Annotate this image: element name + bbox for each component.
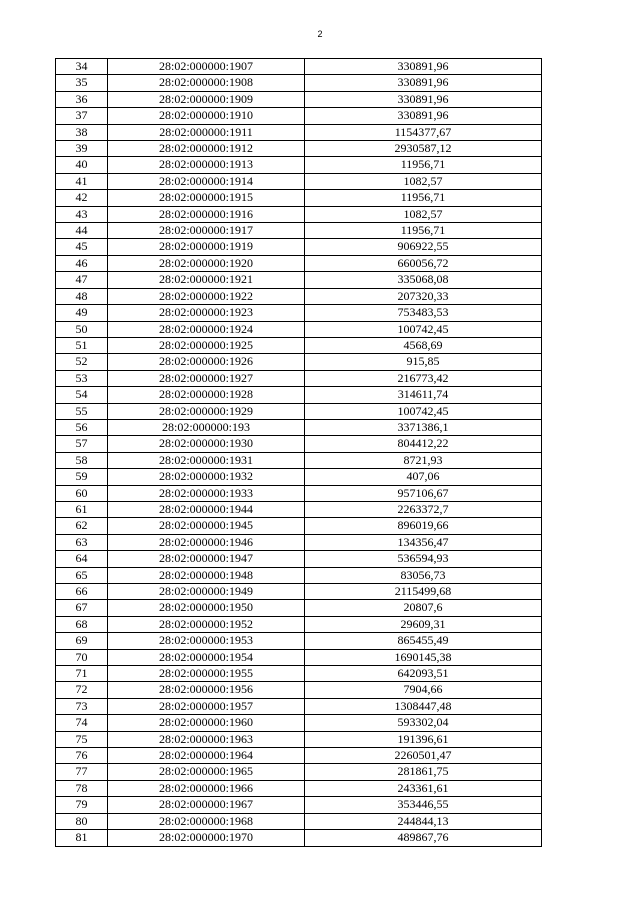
cadastral-number-cell: 28:02:000000:1931 [108,452,305,468]
row-number-cell: 47 [56,272,108,288]
table-row [56,91,542,107]
cadastral-number-cell: 28:02:000000:1921 [108,272,305,288]
value-cell: 330891,96 [305,75,542,91]
value-cell: 11956,71 [305,190,542,206]
table-row [56,190,542,206]
value-cell: 244844,13 [305,813,542,829]
row-number-cell: 73 [56,698,108,714]
value-cell: 4568,69 [305,337,542,353]
row-number-cell: 54 [56,387,108,403]
cadastral-number-cell: 28:02:000000:1920 [108,255,305,271]
row-number-cell: 77 [56,764,108,780]
cadastral-number-cell: 28:02:000000:1952 [108,616,305,632]
cadastral-number-cell: 28:02:000000:1965 [108,764,305,780]
cadastral-number-cell: 28:02:000000:1919 [108,239,305,255]
table-row [56,616,542,632]
cadastral-number-cell: 28:02:000000:193 [108,419,305,435]
value-cell: 865455,49 [305,633,542,649]
table-row [56,551,542,567]
value-cell: 1082,57 [305,173,542,189]
table-row [56,272,542,288]
table-row [56,403,542,419]
cadastral-number-cell: 28:02:000000:1929 [108,403,305,419]
table-row [56,124,542,140]
table-row [56,157,542,173]
table-row [56,59,542,75]
cadastral-value-table [55,58,542,847]
cadastral-number-cell: 28:02:000000:1967 [108,797,305,813]
row-number-cell: 70 [56,649,108,665]
table-row [56,255,542,271]
table-row [56,75,542,91]
row-number-cell: 64 [56,551,108,567]
cadastral-number-cell: 28:02:000000:1948 [108,567,305,583]
cadastral-number-cell: 28:02:000000:1955 [108,666,305,682]
table-row [56,534,542,550]
value-cell: 2930587,12 [305,141,542,157]
cadastral-number-cell: 28:02:000000:1960 [108,715,305,731]
value-cell: 660056,72 [305,255,542,271]
table-row [56,223,542,239]
table-body [56,59,542,847]
row-number-cell: 67 [56,600,108,616]
value-cell: 335068,08 [305,272,542,288]
row-number-cell: 34 [56,59,108,75]
table-row [56,813,542,829]
value-cell: 3371386,1 [305,419,542,435]
cadastral-number-cell: 28:02:000000:1909 [108,91,305,107]
row-number-cell: 37 [56,108,108,124]
table-row [56,633,542,649]
value-cell: 1690145,38 [305,649,542,665]
table-row [56,206,542,222]
row-number-cell: 48 [56,288,108,304]
cadastral-number-cell: 28:02:000000:1933 [108,485,305,501]
value-cell: 207320,33 [305,288,542,304]
cadastral-number-cell: 28:02:000000:1932 [108,469,305,485]
row-number-cell: 56 [56,419,108,435]
row-number-cell: 58 [56,452,108,468]
cadastral-number-cell: 28:02:000000:1947 [108,551,305,567]
row-number-cell: 59 [56,469,108,485]
value-cell: 100742,45 [305,403,542,419]
cadastral-number-cell: 28:02:000000:1924 [108,321,305,337]
cadastral-number-cell: 28:02:000000:1916 [108,206,305,222]
value-cell: 2115499,68 [305,584,542,600]
page-number: 2 [317,29,323,39]
table-row [56,666,542,682]
table-row [56,173,542,189]
row-number-cell: 61 [56,501,108,517]
value-cell: 2260501,47 [305,748,542,764]
row-number-cell: 81 [56,830,108,846]
value-cell: 83056,73 [305,567,542,583]
value-cell: 330891,96 [305,91,542,107]
row-number-cell: 38 [56,124,108,140]
cadastral-number-cell: 28:02:000000:1950 [108,600,305,616]
table-row [56,567,542,583]
cadastral-number-cell: 28:02:000000:1968 [108,813,305,829]
table-row [56,419,542,435]
cadastral-number-cell: 28:02:000000:1963 [108,731,305,747]
cadastral-number-cell: 28:02:000000:1945 [108,518,305,534]
cadastral-number-cell: 28:02:000000:1926 [108,354,305,370]
value-cell: 314611,74 [305,387,542,403]
row-number-cell: 75 [56,731,108,747]
cadastral-number-cell: 28:02:000000:1925 [108,337,305,353]
cadastral-number-cell: 28:02:000000:1908 [108,75,305,91]
value-cell: 753483,53 [305,305,542,321]
row-number-cell: 45 [56,239,108,255]
table-row [56,764,542,780]
table-row [56,600,542,616]
value-cell: 134356,47 [305,534,542,550]
value-cell: 593302,04 [305,715,542,731]
table-row [56,518,542,534]
value-cell: 915,85 [305,354,542,370]
cadastral-number-cell: 28:02:000000:1970 [108,830,305,846]
cadastral-number-cell: 28:02:000000:1956 [108,682,305,698]
row-number-cell: 35 [56,75,108,91]
table-row [56,354,542,370]
row-number-cell: 79 [56,797,108,813]
row-number-cell: 50 [56,321,108,337]
cadastral-number-cell: 28:02:000000:1922 [108,288,305,304]
row-number-cell: 40 [56,157,108,173]
table-row [56,387,542,403]
table-row [56,715,542,731]
value-cell: 957106,67 [305,485,542,501]
row-number-cell: 78 [56,780,108,796]
row-number-cell: 65 [56,567,108,583]
value-cell: 281861,75 [305,764,542,780]
row-number-cell: 39 [56,141,108,157]
table-row [56,141,542,157]
row-number-cell: 60 [56,485,108,501]
table-row [56,797,542,813]
value-cell: 896019,66 [305,518,542,534]
table-row [56,337,542,353]
row-number-cell: 44 [56,223,108,239]
value-cell: 216773,42 [305,370,542,386]
value-cell: 330891,96 [305,59,542,75]
table-row [56,436,542,452]
cadastral-number-cell: 28:02:000000:1912 [108,141,305,157]
table-row [56,452,542,468]
value-cell: 11956,71 [305,157,542,173]
row-number-cell: 36 [56,91,108,107]
row-number-cell: 62 [56,518,108,534]
table-row [56,108,542,124]
table-row [56,485,542,501]
value-cell: 330891,96 [305,108,542,124]
row-number-cell: 74 [56,715,108,731]
cadastral-number-cell: 28:02:000000:1964 [108,748,305,764]
row-number-cell: 46 [56,255,108,271]
value-cell: 642093,51 [305,666,542,682]
table-row [56,501,542,517]
cadastral-number-cell: 28:02:000000:1923 [108,305,305,321]
cadastral-number-cell: 28:02:000000:1928 [108,387,305,403]
row-number-cell: 69 [56,633,108,649]
row-number-cell: 51 [56,337,108,353]
cadastral-number-cell: 28:02:000000:1954 [108,649,305,665]
table-row [56,239,542,255]
row-number-cell: 42 [56,190,108,206]
table-row [56,731,542,747]
table-row [56,682,542,698]
table-row [56,321,542,337]
value-cell: 100742,45 [305,321,542,337]
row-number-cell: 66 [56,584,108,600]
table-row [56,584,542,600]
cadastral-number-cell: 28:02:000000:1910 [108,108,305,124]
row-number-cell: 55 [56,403,108,419]
cadastral-number-cell: 28:02:000000:1930 [108,436,305,452]
table-row [56,830,542,846]
table-row [56,780,542,796]
value-cell: 8721,93 [305,452,542,468]
cadastral-number-cell: 28:02:000000:1914 [108,173,305,189]
value-cell: 243361,61 [305,780,542,796]
cadastral-number-cell: 28:02:000000:1966 [108,780,305,796]
cadastral-number-cell: 28:02:000000:1944 [108,501,305,517]
table-row [56,748,542,764]
cadastral-number-cell: 28:02:000000:1953 [108,633,305,649]
row-number-cell: 49 [56,305,108,321]
table-row [56,698,542,714]
row-number-cell: 76 [56,748,108,764]
value-cell: 489867,76 [305,830,542,846]
value-cell: 804412,22 [305,436,542,452]
table-row [56,288,542,304]
value-cell: 906922,55 [305,239,542,255]
row-number-cell: 41 [56,173,108,189]
value-cell: 2263372,7 [305,501,542,517]
cadastral-number-cell: 28:02:000000:1927 [108,370,305,386]
cadastral-number-cell: 28:02:000000:1907 [108,59,305,75]
table-row [56,305,542,321]
value-cell: 20807,6 [305,600,542,616]
table-row [56,370,542,386]
value-cell: 11956,71 [305,223,542,239]
cadastral-number-cell: 28:02:000000:1915 [108,190,305,206]
table-row [56,469,542,485]
row-number-cell: 80 [56,813,108,829]
value-cell: 407,06 [305,469,542,485]
value-cell: 1308447,48 [305,698,542,714]
cadastral-number-cell: 28:02:000000:1911 [108,124,305,140]
table-row [56,649,542,665]
value-cell: 29609,31 [305,616,542,632]
cadastral-number-cell: 28:02:000000:1917 [108,223,305,239]
value-cell: 191396,61 [305,731,542,747]
cadastral-number-cell: 28:02:000000:1913 [108,157,305,173]
row-number-cell: 71 [56,666,108,682]
row-number-cell: 57 [56,436,108,452]
row-number-cell: 72 [56,682,108,698]
value-cell: 536594,93 [305,551,542,567]
row-number-cell: 68 [56,616,108,632]
row-number-cell: 53 [56,370,108,386]
value-cell: 353446,55 [305,797,542,813]
cadastral-number-cell: 28:02:000000:1949 [108,584,305,600]
row-number-cell: 52 [56,354,108,370]
value-cell: 1082,57 [305,206,542,222]
cadastral-number-cell: 28:02:000000:1946 [108,534,305,550]
cadastral-number-cell: 28:02:000000:1957 [108,698,305,714]
value-cell: 1154377,67 [305,124,542,140]
row-number-cell: 63 [56,534,108,550]
row-number-cell: 43 [56,206,108,222]
value-cell: 7904,66 [305,682,542,698]
